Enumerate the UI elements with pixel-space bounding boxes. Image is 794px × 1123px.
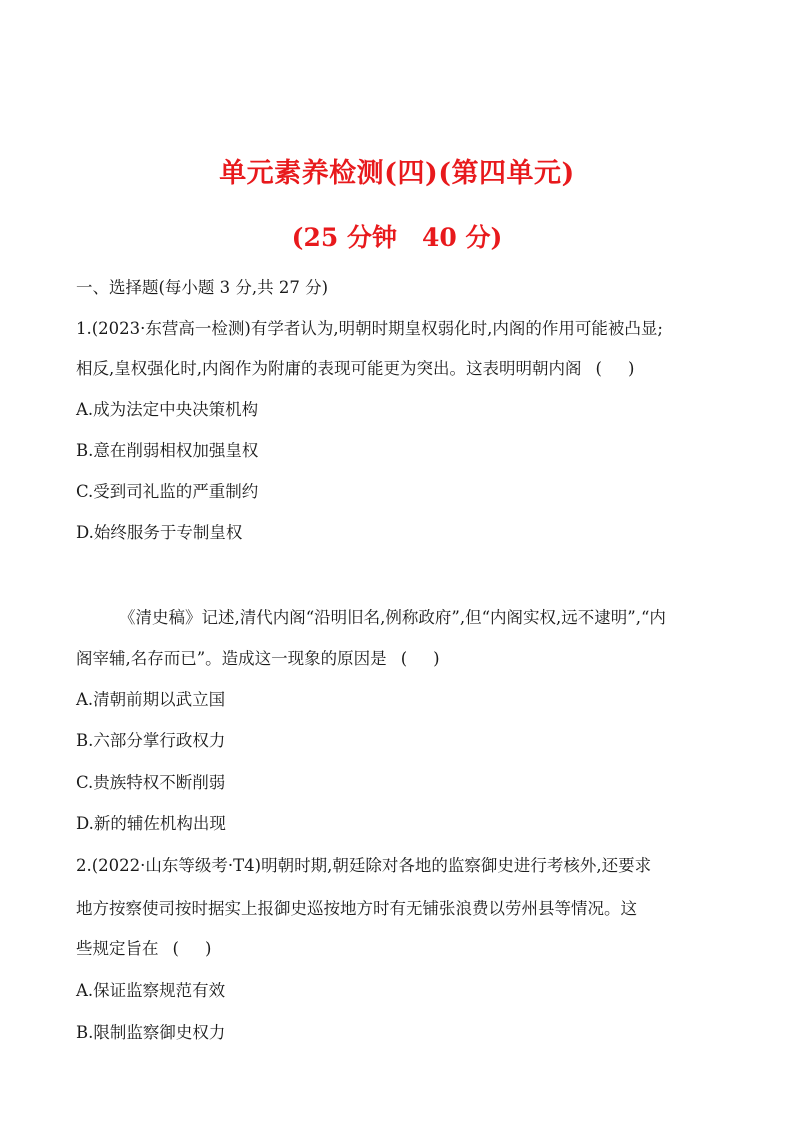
q-unnumbered-stem-line-2 — [76, 648, 440, 670]
q1-option-c: C.受到司礼监的严重制约 — [76, 482, 259, 501]
page-title: 单元素养检测(四)(第四单元) — [219, 158, 575, 189]
q2-option-b: B.限制监察御史权力 — [76, 1023, 226, 1042]
paren-right: ) — [433, 649, 440, 668]
paren-left: ( — [172, 939, 179, 958]
q-unnumbered-option-c: C.贵族特权不断削弱 — [76, 773, 226, 792]
q2-stem-line-1: 2.(2022·山东等级考·T4)明朝时期,朝廷除对各地的监察御史进行考核外,还要求 — [76, 856, 652, 875]
paren-left: ( — [400, 649, 408, 668]
q1-stem-line-2 — [76, 358, 634, 380]
q1-option-b: B.意在削弱相权加强皇权 — [76, 441, 259, 460]
q1-option-d: D.始终服务于专制皇权 — [76, 523, 243, 542]
q2-stem-line-2: 地方按察使司按时据实上报御史巡按地方时有无铺张浪费以劳州县等情况。这 — [76, 899, 637, 918]
answer-blank — [596, 358, 635, 380]
q1-stem-text: 相反,皇权强化时,内阁作为附庸的表现可能更为突出。这表明明朝内阁 — [76, 359, 582, 378]
page-subtitle: (25 分钟 40 分) — [291, 223, 503, 252]
q-unnumbered-option-a: A.清朝前期以武立国 — [76, 690, 226, 709]
q1-option-a: A.成为法定中央决策机构 — [76, 400, 259, 419]
q-unnumbered-stem-line-1: 《清史稿》记述,清代内阁“沿明旧名,例称政府”,但“内阁实权,远不逮明”,“内 — [119, 608, 666, 627]
q2-stem-line-3 — [76, 938, 211, 960]
answer-blank — [401, 648, 440, 670]
q-unnumbered-option-d: D.新的辅佐机构出现 — [76, 814, 226, 833]
paren-left: ( — [595, 359, 602, 378]
q1-stem-line-1: 1.(2023·东营高一检测)有学者认为,明朝时期皇权弱化时,内阁的作用可能被凸显; — [76, 319, 663, 338]
answer-blank — [173, 938, 212, 960]
q2-option-a: A.保证监察规范有效 — [76, 981, 226, 1000]
section-heading: 一、选择题(每小题 3 分,共 27 分) — [76, 278, 329, 297]
q-unnumbered-stem-text: 阁宰辅,名存而已”。造成这一现象的原因是 — [76, 649, 387, 668]
paren-right: ) — [627, 359, 635, 378]
q-unnumbered-option-b: B.六部分掌行政权力 — [76, 731, 226, 750]
paren-right: ) — [204, 939, 212, 958]
q2-stem-text: 些规定旨在 — [76, 939, 159, 958]
